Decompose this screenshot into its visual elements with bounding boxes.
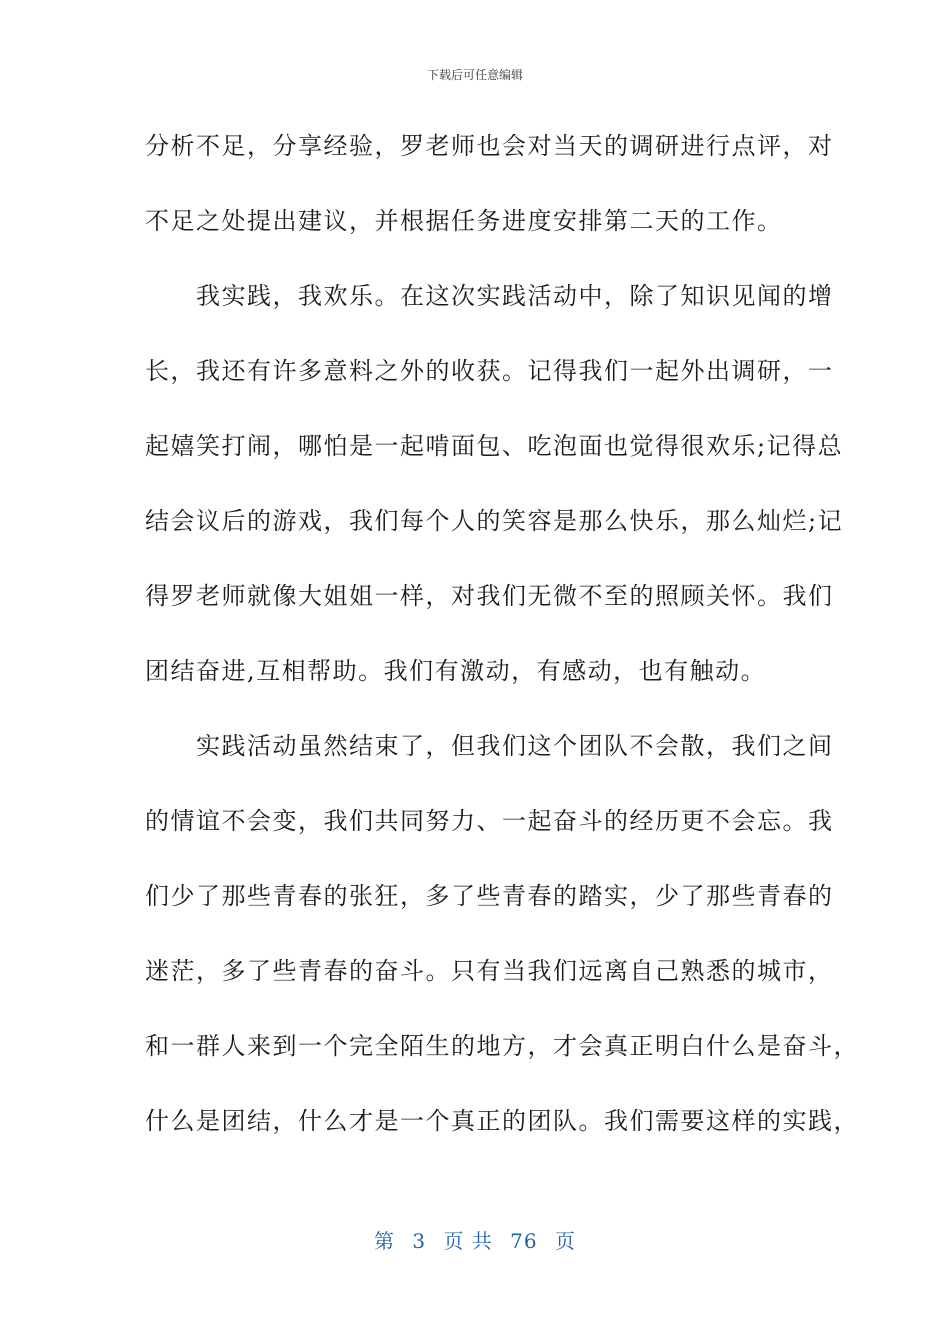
- page-current: 3: [412, 1229, 427, 1253]
- text-line: 团结奋进,互相帮助。我们有激动，有感动，也有触动。: [145, 657, 767, 685]
- page-header-note: 下载后可任意编辑: [426, 68, 523, 82]
- text-line: 什么是团结，什么才是一个真正的团队。我们需要这样的实践，: [145, 1107, 859, 1135]
- page-total: 76: [510, 1229, 538, 1253]
- text-line: 我实践，我欢乐。在这次实践活动中，除了知识见闻的增: [145, 282, 834, 310]
- text-line: 们少了那些青春的张狂，多了些青春的踏实，少了那些青春的: [145, 882, 834, 910]
- text-line: 得罗老师就像大姐姐一样，对我们无微不至的照顾关怀。我们: [145, 582, 834, 610]
- text-line: 长，我还有许多意料之外的收获。记得我们一起外出调研，一: [145, 357, 834, 385]
- page-prefix: 第: [374, 1229, 395, 1253]
- text-line: 不足之处提出建议，并根据任务进度安排第二天的工作。: [145, 207, 783, 235]
- text-line: 起嬉笑打闹，哪怕是一起啃面包、吃泡面也觉得很欢乐;记得总: [145, 432, 844, 460]
- text-line: 分析不足，分享经验，罗老师也会对当天的调研进行点评，对: [145, 132, 834, 160]
- text-line: 和一群人来到一个完全陌生的地方，才会真正明白什么是奋斗，: [145, 1032, 859, 1060]
- page-suffix: 页: [554, 1229, 576, 1253]
- text-line: 实践活动虽然结束了，但我们这个团队不会散，我们之间: [145, 732, 834, 760]
- text-line: 结会议后的游戏，我们每个人的笑容是那么快乐，那么灿烂;记: [145, 507, 844, 535]
- text-line: 的情谊不会变，我们共同努力、一起奋斗的经历更不会忘。我: [145, 807, 834, 835]
- page-mid: 页 共: [443, 1229, 493, 1253]
- page-number: [0, 1225, 950, 1254]
- text-line: 迷茫，多了些青春的奋斗。只有当我们远离自己熟悉的城市，: [145, 957, 834, 985]
